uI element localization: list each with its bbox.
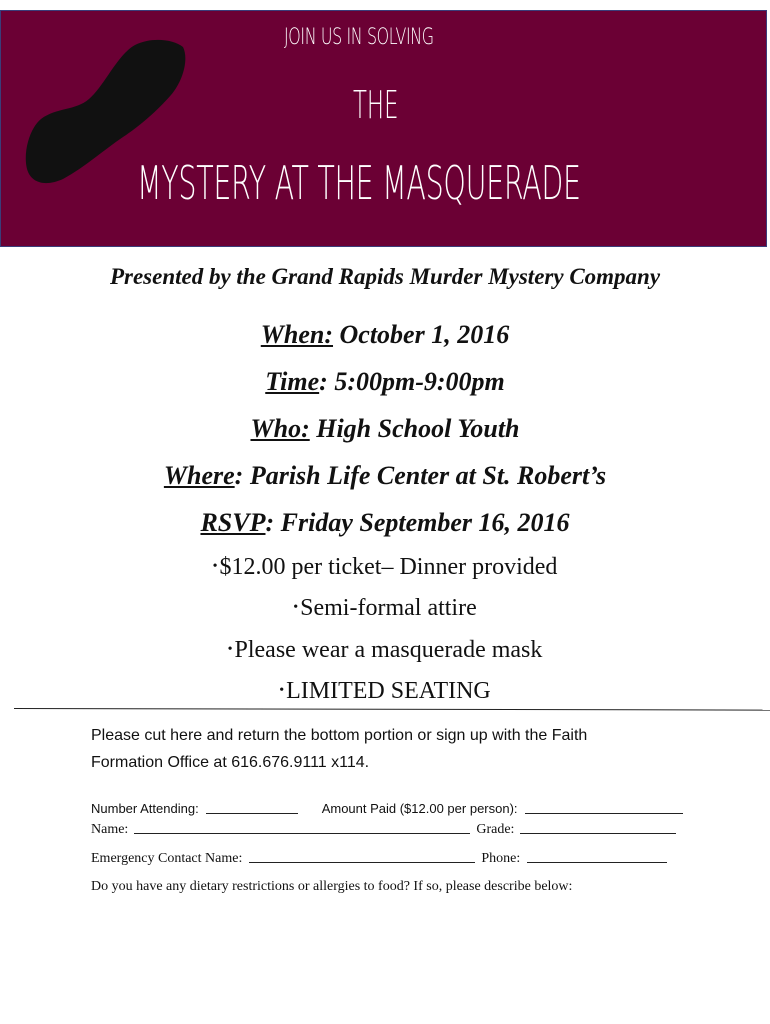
- grade-field[interactable]: [520, 821, 676, 834]
- detail-label: RSVP: [200, 508, 266, 537]
- detail-label: Who:: [250, 414, 310, 443]
- bullet-text: Please wear a masquerade mask: [234, 637, 543, 663]
- detail-value: High School Youth: [309, 414, 520, 443]
- bullet-text: Semi-formal attire: [300, 595, 477, 621]
- bullet-item: [0, 637, 770, 664]
- form-row-emergency: [91, 850, 667, 867]
- detail-value: : Friday September 16, 2016: [265, 508, 570, 537]
- form-row-name: [91, 821, 676, 838]
- dietary-question: Do you have any dietary restrictions or allergies to food? If so, please describe below:: [91, 879, 573, 894]
- bullet-icon: •: [212, 559, 218, 574]
- detail-when: [0, 320, 770, 350]
- detail-value: : Parish Life Center at St. Robert’s: [234, 461, 607, 490]
- amount-paid-field[interactable]: [525, 801, 683, 814]
- bullet-item: [0, 678, 770, 705]
- detail-rsvp: [0, 508, 770, 538]
- detail-time: [0, 367, 770, 397]
- event-title: MYSTERY AT THE MASQUERADE: [137, 156, 581, 210]
- form-row-attendance: [91, 801, 683, 818]
- banner-line-the: THE: [353, 83, 399, 127]
- detail-label: Time: [265, 367, 320, 396]
- bullet-text: $12.00 per ticket– Dinner provided: [219, 554, 558, 580]
- number-attending-label: Number Attending:: [91, 801, 199, 816]
- bullet-icon: •: [227, 642, 233, 657]
- grade-label: Grade:: [476, 822, 515, 837]
- bullet-text: LIMITED SEATING: [286, 678, 491, 704]
- detail-label: Where: [163, 461, 235, 490]
- cut-line: [14, 708, 770, 711]
- emergency-contact-label: Emergency Contact Name:: [91, 851, 243, 866]
- detail-value: : 5:00pm-9:00pm: [319, 367, 505, 396]
- phone-field[interactable]: [527, 850, 667, 863]
- detail-value: October 1, 2016: [333, 320, 510, 349]
- phone-label: Phone:: [481, 851, 521, 866]
- name-label: Name:: [91, 822, 129, 837]
- amount-paid-label: Amount Paid ($12.00 per person):: [321, 801, 518, 816]
- detail-label: When:: [260, 320, 334, 349]
- bullet-item: [0, 595, 770, 622]
- detail-where: [0, 461, 770, 491]
- title-banner: [0, 10, 767, 247]
- detail-who: [0, 414, 770, 444]
- presented-by: Presented by the Grand Rapids Murder Mystery Company: [109, 264, 661, 289]
- name-field[interactable]: [134, 821, 470, 834]
- bullet-icon: •: [279, 683, 285, 698]
- banner-line-join: JOIN US IN SOLVING: [284, 25, 434, 50]
- emergency-contact-field[interactable]: [249, 850, 475, 863]
- cut-instructions: Please cut here and return the bottom portion or sign up with the Faith Formation Office at 616.676.9111 x114.: [91, 727, 588, 771]
- bullet-item: [0, 554, 770, 581]
- bullet-icon: •: [293, 600, 299, 615]
- number-attending-field[interactable]: [206, 801, 298, 814]
